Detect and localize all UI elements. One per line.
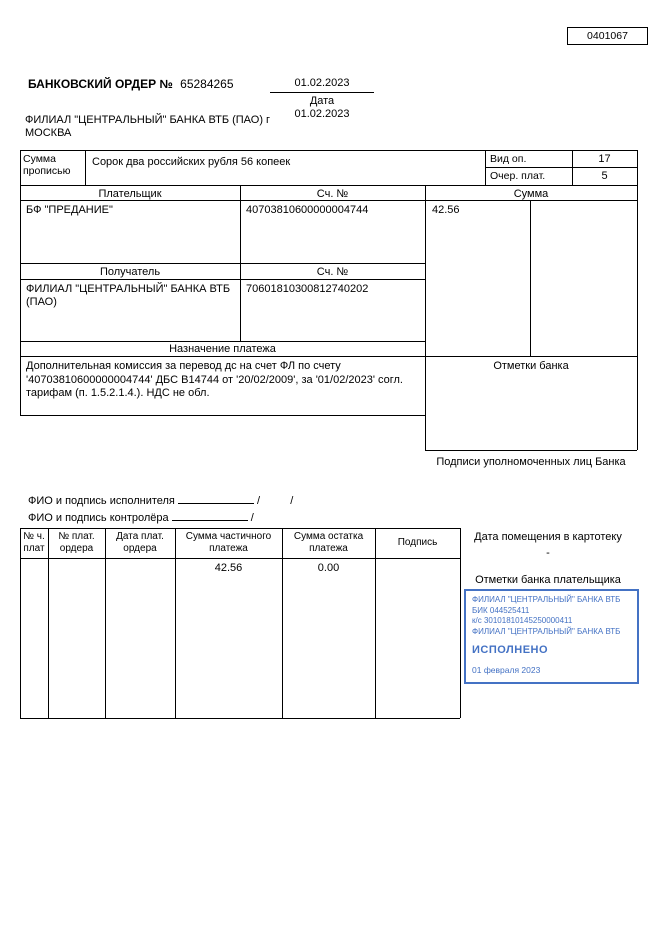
table-border-line — [637, 150, 638, 450]
table-border-line — [20, 558, 460, 559]
stamp-bank-name-2: ФИЛИАЛ "ЦЕНТРАЛЬНЫЙ" БАНКА ВТБ — [472, 626, 621, 636]
table-border-line — [20, 356, 637, 357]
table-border-line — [175, 528, 176, 718]
issuing-bank-name: ФИЛИАЛ "ЦЕНТРАЛЬНЫЙ" БАНКА ВТБ (ПАО) г МОСКВА — [25, 114, 271, 139]
partial-sum-value: 42.56 — [214, 562, 243, 574]
stamp-bik: БИК 044525411 — [472, 605, 530, 615]
table-border-line — [530, 200, 531, 356]
stamp-bank-name-1: ФИЛИАЛ "ЦЕНТРАЛЬНЫЙ" БАНКА ВТБ — [472, 595, 621, 604]
table-border-line — [375, 528, 376, 718]
column-header-order-date: Дата плат. ордера — [116, 531, 164, 554]
slash-separator: / — [250, 512, 254, 524]
kartoteka-date-label: Дата помещения в картотеку — [474, 531, 622, 543]
table-border-line — [20, 263, 425, 264]
date-label: Дата — [309, 95, 335, 107]
order-number: 65284265 — [180, 77, 234, 91]
kartoteka-date-value: - — [546, 547, 550, 559]
column-header-rest-sum: Сумма остатка платежа — [293, 531, 364, 554]
table-border-line — [485, 167, 637, 168]
operation-type-label: Вид оп. — [490, 153, 527, 165]
column-header-partial-sum: Сумма частичного платежа — [185, 531, 272, 554]
payer-header: Плательщик — [98, 188, 162, 200]
table-border-line — [282, 528, 283, 718]
slash-separator: / — [290, 495, 294, 507]
table-border-line — [20, 341, 425, 342]
payer-account-header: Сч. № — [316, 188, 349, 200]
amount-in-words: Сорок два российских рубля 56 копеек — [92, 156, 291, 168]
controller-signature-label: ФИО и подпись контролёра — [28, 512, 169, 524]
form-code-box: 0401067 — [567, 27, 648, 45]
signature-spacer — [263, 493, 287, 504]
stamp-date: 01 февраля 2023 — [472, 665, 541, 675]
order-date-underlined: 01.02.2023 — [270, 77, 374, 93]
document-title-row — [28, 77, 234, 91]
slash-separator: / — [257, 495, 261, 507]
purpose-text: Дополнительная комиссия за перевод дс на счет ФЛ по счету '40703810600000004744' ДБС В14744 от '20/02/2009', за '01/02/2023' согл. тарифам (п. 1.5.2.1.4.). НДС не обл. — [26, 360, 403, 399]
table-border-line — [20, 718, 460, 719]
payee-account-number: 70601810300812740202 — [246, 283, 369, 295]
payer-bank-marks-label: Отметки банка плательщика — [475, 574, 621, 586]
payment-priority-value: 5 — [601, 170, 608, 182]
payee-name: ФИЛИАЛ "ЦЕНТРАЛЬНЫЙ" БАНКА ВТБ (ПАО) — [26, 283, 231, 308]
table-border-line — [105, 528, 106, 718]
table-border-line — [20, 528, 21, 718]
table-border-line — [20, 528, 460, 529]
controller-signature-line — [172, 509, 248, 521]
payment-priority-label: Очер. плат. — [490, 170, 546, 182]
column-header-partial-number: № ч. плат — [23, 531, 45, 554]
column-header-signature: Подпись — [397, 537, 438, 548]
table-border-line — [485, 150, 486, 185]
payee-header: Получатель — [99, 266, 161, 278]
document-title: БАНКОВСКИЙ ОРДЕР № — [28, 77, 173, 91]
column-header-order-number: № плат. ордера — [58, 531, 95, 554]
table-border-line — [85, 150, 86, 185]
stamp-status: ИСПОЛНЕНО — [472, 644, 549, 656]
table-border-line — [20, 185, 637, 186]
order-date-value: 01.02.2023 — [294, 108, 350, 120]
executor-signature-row — [28, 492, 293, 508]
amount-words-label: Сумма прописью — [23, 153, 71, 177]
executor-signature-label: ФИО и подпись исполнителя — [28, 495, 175, 507]
bank-marks-label: Отметки банка — [493, 360, 569, 372]
table-border-line — [240, 185, 241, 341]
bank-execution-stamp — [464, 589, 639, 684]
table-border-line — [20, 279, 425, 280]
table-border-line — [48, 528, 49, 718]
table-border-line — [425, 450, 637, 451]
operation-type-value: 17 — [598, 153, 611, 165]
purpose-header: Назначение платежа — [169, 343, 276, 355]
table-border-line — [20, 150, 637, 151]
stamp-corr-account: к/с 30101810145250000411 — [472, 616, 573, 625]
table-border-line — [425, 185, 426, 450]
executor-signature-line — [178, 492, 254, 504]
table-border-line — [20, 415, 425, 416]
sum-column-header: Сумма — [513, 188, 549, 200]
payer-account-number: 40703810600000004744 — [246, 204, 369, 216]
payee-account-header: Сч. № — [316, 266, 349, 278]
rest-sum-value: 0.00 — [317, 562, 340, 574]
payer-name: БФ "ПРЕДАНИЕ" — [26, 204, 113, 216]
payment-sum-value: 42.56 — [432, 204, 460, 216]
controller-signature-row — [28, 509, 254, 525]
bank-signatures-label: Подписи уполномоченных лиц Банка — [436, 456, 626, 468]
